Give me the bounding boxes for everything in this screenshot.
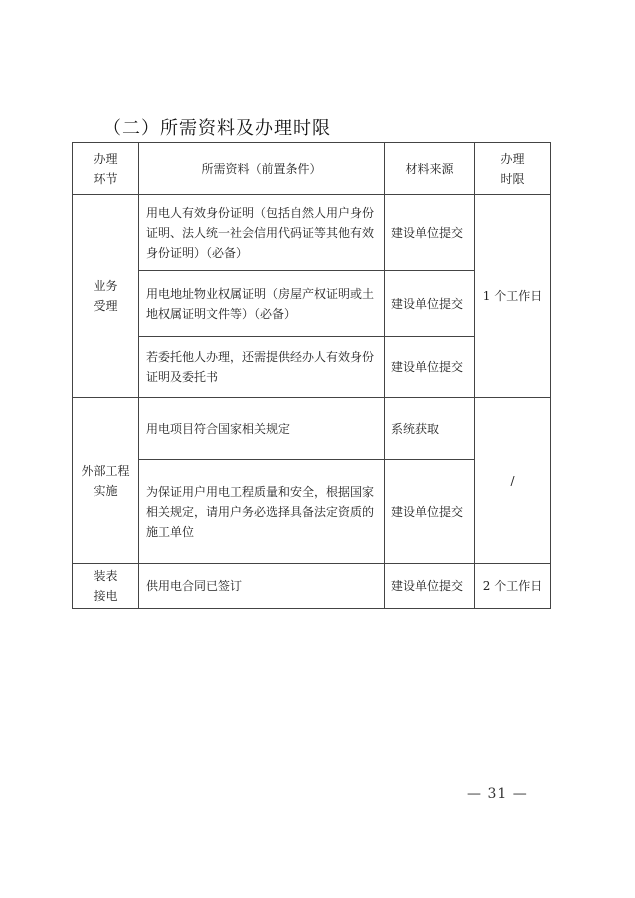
material-cell: 用电项目符合国家相关规定 (139, 398, 385, 460)
source-cell: 系统获取 (385, 398, 475, 460)
material-cell: 供用电合同已签订 (139, 564, 385, 609)
header-source: 材料来源 (385, 143, 475, 195)
material-cell: 用电地址物业权属证明（房屋产权证明或土地权属证明文件等）（必备） (139, 271, 385, 337)
material-cell: 用电人有效身份证明（包括自然人用户身份证明、法人统一社会信用代码证等其他有效身份证明）（必备） (139, 195, 385, 271)
source-cell: 建设单位提交 (385, 337, 475, 398)
time-limit-cell: 1 个工作日 (475, 195, 551, 398)
section-heading: （二）所需资料及办理时限 (103, 118, 331, 139)
table-row (73, 398, 551, 460)
table-row (73, 564, 551, 609)
requirements-table (72, 142, 551, 609)
table-header-row (73, 143, 551, 195)
material-cell: 若委托他人办理，还需提供经办人有效身份证明及委托书 (139, 337, 385, 398)
header-time-limit: 办理 时限 (475, 143, 551, 195)
page-number: — 31 — (467, 786, 528, 802)
material-cell: 为保证用户用电工程质量和安全，根据国家相关规定，请用户务必选择具备法定资质的施工单位 (139, 460, 385, 564)
stage-business-acceptance: 业务 受理 (73, 195, 139, 398)
table-row (73, 195, 551, 271)
source-cell: 建设单位提交 (385, 460, 475, 564)
stage-meter-installation: 装表 接电 (73, 564, 139, 609)
time-limit-cell: / (475, 398, 551, 564)
source-cell: 建设单位提交 (385, 271, 475, 337)
source-cell: 建设单位提交 (385, 564, 475, 609)
stage-external-works: 外部工程 实施 (73, 398, 139, 564)
header-materials: 所需资料（前置条件） (139, 143, 385, 195)
header-stage: 办理 环节 (73, 143, 139, 195)
source-cell: 建设单位提交 (385, 195, 475, 271)
time-limit-cell: 2 个工作日 (475, 564, 551, 609)
